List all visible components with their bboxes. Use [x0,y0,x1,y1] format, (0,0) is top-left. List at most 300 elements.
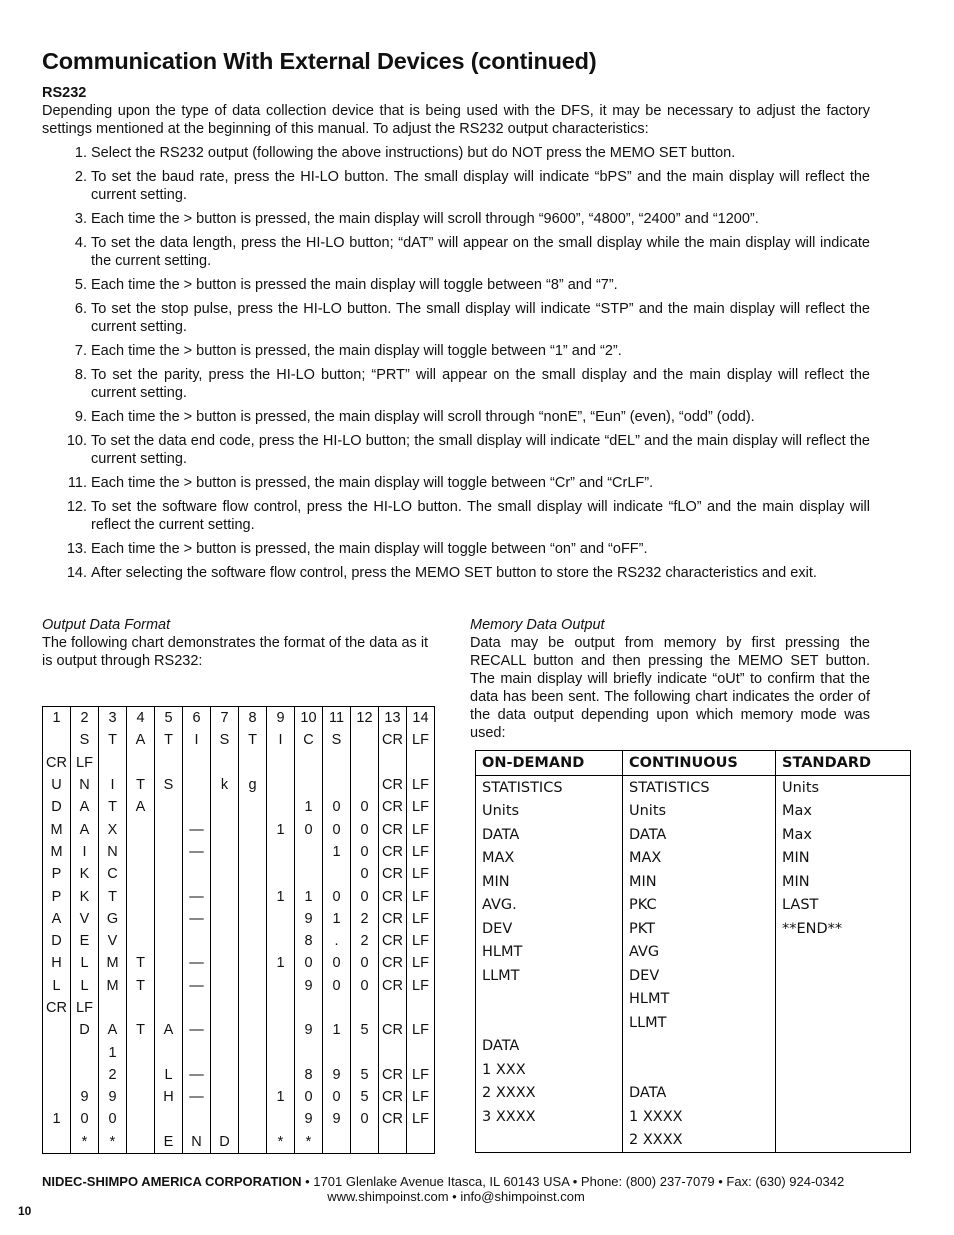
format-cell [239,1019,267,1041]
format-cell: — [183,885,211,907]
rs232-step [42,366,870,402]
format-cell: H [43,952,71,974]
format-cell: LF [407,774,435,796]
step-number: 14. [66,565,87,581]
format-cell [351,752,379,774]
format-cell [407,1041,435,1063]
format-cell: 11 [323,707,351,730]
format-cell: * [71,1131,99,1154]
format-cell: 9 [71,1086,99,1108]
rs232-step [42,234,870,270]
format-cell [43,1019,71,1041]
format-cell [323,752,351,774]
memory-cell [776,988,911,1012]
format-row [43,796,435,818]
format-cell [155,997,183,1019]
format-cell: 1 [323,1019,351,1041]
format-cell [71,1064,99,1086]
format-cell [407,1131,435,1154]
memory-cell: MIN [776,847,911,871]
rs232-step [42,168,870,204]
format-cell: 1 [99,1041,127,1063]
footer-address: • 1701 Glenlake Avenue Itasca, IL 60143 USA • Phone: (800) 237-7079 • Fax: (630) 924-0342 [301,1174,845,1189]
format-cell: M [99,952,127,974]
format-cell: LF [407,885,435,907]
memory-cell: 1 XXX [476,1058,623,1082]
output-format-text: The following chart demonstrates the format of the data as it is output through RS232: [42,635,429,669]
format-cell: 5 [351,1019,379,1041]
format-cell [43,1131,71,1154]
format-cell [239,818,267,840]
format-cell [239,997,267,1019]
format-row [43,774,435,796]
memory-cell: DATA [476,823,623,847]
memory-cell: Units [476,800,623,824]
format-cell: T [99,796,127,818]
format-cell: 6 [183,707,211,730]
format-cell: 0 [323,818,351,840]
memory-cell: MIN [476,870,623,894]
memory-cell: DEV [623,964,776,988]
format-cell: 2 [99,1064,127,1086]
format-cell [183,796,211,818]
format-cell: S [71,729,99,751]
format-cell: CR [379,1064,407,1086]
format-cell: N [183,1131,211,1154]
format-cell [239,1131,267,1154]
format-cell: T [99,729,127,751]
memory-output-table [475,750,911,1153]
format-cell [211,930,239,952]
format-cell [239,885,267,907]
format-cell: 0 [351,885,379,907]
format-cell: — [183,908,211,930]
memory-row [476,988,911,1012]
format-cell [211,841,239,863]
memory-cell: LAST [776,894,911,918]
format-cell [155,1041,183,1063]
format-cell: T [155,729,183,751]
memory-cell: LLMT [476,964,623,988]
footer [42,1174,870,1204]
format-cell [351,1131,379,1154]
memory-cell: Max [776,823,911,847]
step-text: Each time the > button is pressed, the main display will toggle between “Cr” and “CrLF”. [91,475,654,491]
step-text: To set the software flow control, press the HI-LO button. The small display will indicate “fLO” and the main display will reflect the current setting. [91,499,870,533]
format-cell [351,774,379,796]
format-cell: 1 [267,818,295,840]
format-cell [267,1064,295,1086]
format-cell [267,975,295,997]
step-text: Each time the > button is pressed, the main display will toggle between “on” and “oFF”. [91,541,648,557]
format-cell [71,1041,99,1063]
format-cell: 1 [295,885,323,907]
format-cell [323,1041,351,1063]
memory-cell: STATISTICS [476,776,623,800]
format-cell: 8 [295,930,323,952]
format-cell: 4 [127,707,155,730]
format-row [43,863,435,885]
format-cell: T [127,774,155,796]
rs232-step [42,342,870,360]
format-cell [43,1086,71,1108]
rs232-step [42,144,870,162]
format-cell [267,997,295,1019]
format-row [43,841,435,863]
format-row [43,752,435,774]
format-cell: M [43,841,71,863]
step-number: 11. [67,475,87,491]
format-cell [155,863,183,885]
format-cell: 9 [267,707,295,730]
format-cell: 8 [239,707,267,730]
memory-row [476,894,911,918]
format-cell [211,1019,239,1041]
format-cell: CR [379,796,407,818]
format-cell [267,1108,295,1130]
step-text: Each time the > button is pressed, the main display will scroll through “9600”, “4800”, “2400” and “1200”. [91,211,759,227]
memory-row [476,964,911,988]
format-cell: CR [379,818,407,840]
format-cell [239,796,267,818]
format-cell: A [155,1019,183,1041]
format-cell [211,1041,239,1063]
format-row [43,885,435,907]
memory-cell: 2 XXXX [476,1082,623,1106]
format-cell [267,1041,295,1063]
memory-cell: 3 XXXX [476,1105,623,1129]
memory-header-cell: CONTINUOUS [623,751,776,776]
format-cell: 0 [351,1108,379,1130]
format-cell [127,841,155,863]
format-cell: L [71,952,99,974]
format-cell: 0 [351,841,379,863]
format-cell [239,952,267,974]
format-cell: LF [407,1108,435,1130]
format-cell: — [183,1086,211,1108]
format-cell: H [155,1086,183,1108]
format-cell [155,752,183,774]
memory-cell [776,1105,911,1129]
format-cell: 2 [351,908,379,930]
format-cell [407,752,435,774]
format-row [43,1131,435,1154]
step-number: 13. [66,541,87,557]
memory-header-cell: STANDARD [776,751,911,776]
format-cell [239,1041,267,1063]
memory-output-section [470,616,870,742]
format-cell [295,863,323,885]
step-number: 7. [74,343,87,359]
format-cell [267,930,295,952]
format-cell [379,997,407,1019]
format-cell: CR [379,885,407,907]
format-cell [183,1108,211,1130]
format-cell: 7 [211,707,239,730]
format-cell: A [71,818,99,840]
rs232-step [42,408,870,426]
memory-cell: STATISTICS [623,776,776,800]
memory-row [476,941,911,965]
format-row [43,952,435,974]
format-cell [211,1086,239,1108]
format-cell: CR [379,1108,407,1130]
format-row [43,1041,435,1063]
format-cell [127,1086,155,1108]
format-cell: T [99,885,127,907]
format-cell [127,1064,155,1086]
format-cell [239,1086,267,1108]
format-cell [267,908,295,930]
format-cell [407,997,435,1019]
step-number: 4. [74,235,87,251]
format-cell: K [71,863,99,885]
format-cell [295,997,323,1019]
format-cell: V [71,908,99,930]
format-cell [295,841,323,863]
format-cell: * [267,1131,295,1154]
format-row [43,707,435,730]
format-row [43,729,435,751]
format-cell: I [267,729,295,751]
format-cell: LF [407,952,435,974]
step-number: 2. [74,169,87,185]
rs232-heading: RS232 [42,85,87,101]
format-cell [155,885,183,907]
format-cell [127,885,155,907]
format-cell: S [323,729,351,751]
format-cell: 0 [295,818,323,840]
step-text: To set the data end code, press the HI-LO button; the small display will indicate “dEL” and the main display will reflect the current setting. [91,433,870,467]
format-cell: D [211,1131,239,1154]
format-cell: 10 [295,707,323,730]
step-number: 3. [74,211,87,227]
format-cell: k [211,774,239,796]
format-cell: N [99,841,127,863]
format-cell: CR [379,1086,407,1108]
format-cell: 9 [295,1019,323,1041]
format-cell [295,1041,323,1063]
memory-cell: **END** [776,917,911,941]
format-cell [99,997,127,1019]
format-cell: T [127,952,155,974]
format-cell [99,752,127,774]
format-row [43,1086,435,1108]
memory-cell: MIN [623,870,776,894]
format-cell: E [71,930,99,952]
memory-cell: DATA [623,1082,776,1106]
format-cell [239,930,267,952]
format-cell: 9 [295,975,323,997]
step-number: 10. [66,433,87,449]
format-cell [323,1131,351,1154]
memory-row [476,1058,911,1082]
step-number: 8. [74,367,87,383]
format-cell [379,1131,407,1154]
format-cell: LF [407,796,435,818]
format-cell: 2 [71,707,99,730]
format-cell: * [99,1131,127,1154]
format-cell [127,818,155,840]
format-cell: K [71,885,99,907]
format-cell: CR [379,729,407,751]
format-cell [323,774,351,796]
format-cell: 9 [99,1086,127,1108]
format-cell: * [295,1131,323,1154]
format-cell: D [43,930,71,952]
memory-header-row [476,751,911,776]
memory-cell: AVG [623,941,776,965]
format-cell [183,930,211,952]
memory-row [476,847,911,871]
format-cell: — [183,841,211,863]
format-cell: CR [379,1019,407,1041]
format-cell: — [183,1064,211,1086]
format-cell: LF [407,1064,435,1086]
format-cell [239,975,267,997]
format-cell: 0 [351,796,379,818]
step-text: To set the stop pulse, press the HI-LO button. The small display will indicate “STP” and the main display will reflect the current setting. [91,301,870,335]
format-cell: 8 [295,1064,323,1086]
format-cell: LF [71,997,99,1019]
memory-cell: HLMT [476,941,623,965]
format-row [43,818,435,840]
memory-row [476,1035,911,1059]
format-cell: 3 [99,707,127,730]
format-cell: LF [407,975,435,997]
format-row [43,1064,435,1086]
format-cell: CR [379,774,407,796]
format-cell: CR [379,841,407,863]
format-cell: 14 [407,707,435,730]
rs232-step [42,498,870,534]
rs232-step [42,300,870,336]
format-cell: M [99,975,127,997]
step-number: 5. [74,277,87,293]
format-row [43,930,435,952]
format-cell [211,752,239,774]
memory-row [476,1082,911,1106]
format-cell: CR [43,752,71,774]
format-cell: 0 [323,885,351,907]
format-cell: 0 [99,1108,127,1130]
memory-row [476,1129,911,1153]
format-cell: LF [71,752,99,774]
format-row [43,1108,435,1130]
format-cell: T [127,1019,155,1041]
step-number: 9. [74,409,87,425]
page-title: Communication With External Devices (continued) [42,48,597,74]
format-cell [211,908,239,930]
format-cell [267,752,295,774]
format-cell: 0 [351,863,379,885]
step-text: Each time the > button is pressed, the main display will toggle between “1” and “2”. [91,343,622,359]
step-text: After selecting the software flow control, press the MEMO SET button to store the RS232 characteristics and exit. [91,565,817,581]
memory-row [476,1105,911,1129]
memory-cell [776,941,911,965]
format-row [43,1019,435,1041]
format-cell: g [239,774,267,796]
output-format-heading: Output Data Format [42,617,171,633]
format-cell: M [43,818,71,840]
memory-cell: 2 XXXX [623,1129,776,1153]
format-cell: CR [43,997,71,1019]
format-cell: 1 [323,908,351,930]
format-cell [267,774,295,796]
format-cell: 0 [351,975,379,997]
format-cell [267,1019,295,1041]
format-cell: 0 [295,1086,323,1108]
memory-cell: AVG. [476,894,623,918]
memory-cell: MIN [776,870,911,894]
format-cell: 9 [295,908,323,930]
format-cell [155,1108,183,1130]
format-cell [211,863,239,885]
memory-row [476,917,911,941]
format-cell [267,841,295,863]
format-cell [211,818,239,840]
format-cell: LF [407,1086,435,1108]
format-cell: 1 [43,1108,71,1130]
memory-cell: MAX [623,847,776,871]
format-cell: X [99,818,127,840]
format-cell [295,752,323,774]
format-cell: 1 [267,885,295,907]
memory-cell [476,988,623,1012]
format-cell: D [43,796,71,818]
memory-cell [476,1011,623,1035]
format-cell [183,1041,211,1063]
format-cell: 0 [351,952,379,974]
format-cell: E [155,1131,183,1154]
memory-cell: PKC [623,894,776,918]
format-cell: CR [379,975,407,997]
format-cell: 1 [43,707,71,730]
format-cell: 5 [351,1064,379,1086]
format-cell: L [71,975,99,997]
format-cell [211,975,239,997]
format-cell: LF [407,729,435,751]
memory-cell [776,1082,911,1106]
format-cell: A [43,908,71,930]
format-cell: P [43,885,71,907]
memory-cell [776,1129,911,1153]
format-cell: 0 [351,818,379,840]
format-cell [239,908,267,930]
format-cell: — [183,818,211,840]
rs232-step [42,540,870,558]
format-cell [211,885,239,907]
format-cell [379,1041,407,1063]
memory-cell [623,1035,776,1059]
format-cell: LF [407,1019,435,1041]
format-cell: D [71,1019,99,1041]
rs232-section [42,84,870,588]
memory-cell: PKT [623,917,776,941]
memory-row [476,870,911,894]
format-cell: — [183,952,211,974]
format-cell [211,1108,239,1130]
footer-company: NIDEC-SHIMPO AMERICA CORPORATION [42,1174,302,1189]
format-cell: I [71,841,99,863]
format-cell [351,1041,379,1063]
format-cell [155,818,183,840]
format-cell [43,729,71,751]
output-format-section [42,616,442,670]
page-number: 10 [18,1204,32,1218]
format-cell: LF [407,908,435,930]
memory-row [476,800,911,824]
